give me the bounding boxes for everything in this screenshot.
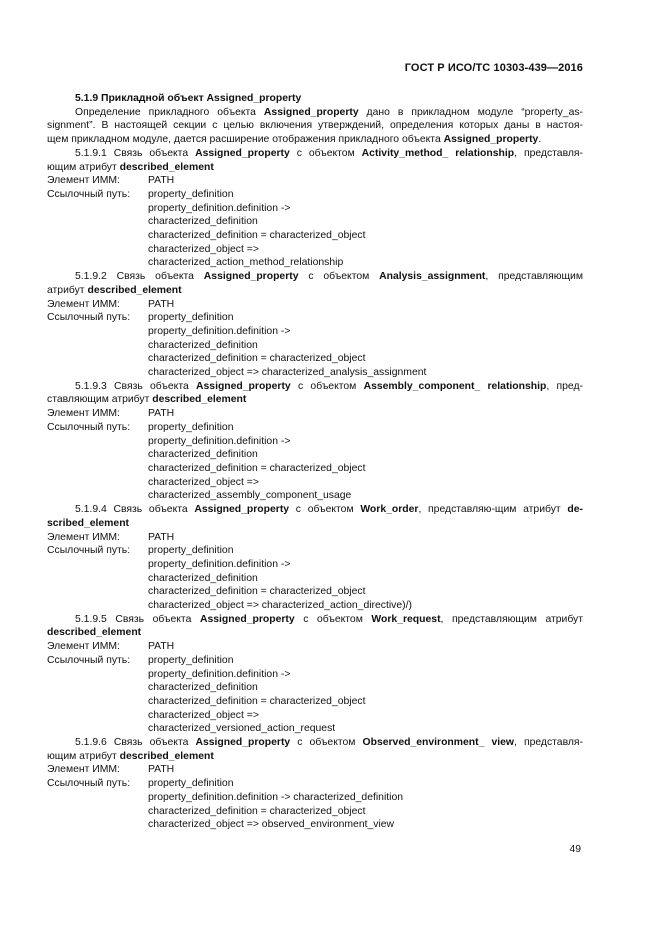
subsection-title-line xyxy=(47,380,583,394)
reference-path-line: characterized_versioned_action_request xyxy=(148,723,336,735)
bold-term: Observed_environment_ view xyxy=(362,737,514,749)
text-run: дано в прикладном модуле “property_as- xyxy=(358,106,583,118)
bold-term: scribed_element xyxy=(47,517,130,529)
bold-term: Assigned_property xyxy=(195,147,290,159)
bold-term: Assigned_property xyxy=(196,380,291,392)
imm-element-row xyxy=(47,407,583,421)
reference-path-line: characterized_object => observed_environment_view xyxy=(148,819,395,831)
text-run: с объектом xyxy=(290,380,364,392)
subsection-title-line xyxy=(47,284,583,298)
reference-path-row-value: property_definition xyxy=(148,778,234,790)
reference-path-line: characterized_definition = characterized_object xyxy=(148,695,366,707)
imm-element-row-label: Элемент ИММ: xyxy=(47,641,120,653)
subsection-title-line xyxy=(47,517,583,531)
imm-element-row-value: PATH xyxy=(148,408,175,420)
intro-line xyxy=(47,119,583,133)
subsection-title-line xyxy=(47,613,583,627)
text-run: , представля- xyxy=(514,147,584,159)
imm-element-row xyxy=(47,298,583,312)
reference-path-line: characterized_definition = characterized_object xyxy=(148,805,366,817)
imm-element-row-label: Элемент ИММ: xyxy=(47,175,120,187)
reference-path-row xyxy=(47,654,583,668)
reference-path-row-value: property_definition xyxy=(148,545,234,557)
text-run: с объектом xyxy=(290,737,363,749)
reference-path-row-value: property_definition xyxy=(148,188,234,200)
reference-path-row-label: Ссылочный путь: xyxy=(47,654,131,666)
text-run: ставляющим атрибут xyxy=(47,394,153,406)
subsection-2 xyxy=(47,270,583,380)
reference-path-line: characterized_definition = characterized_object xyxy=(148,586,366,598)
document-header: ГОСТ Р ИСО/ТС 10303-439—2016 xyxy=(404,62,583,74)
reference-path-line: characterized_definition xyxy=(148,572,258,584)
imm-element-row-label: Элемент ИММ: xyxy=(47,298,120,310)
reference-path-line: characterized_assembly_component_usage xyxy=(148,490,352,502)
subsection-title-line xyxy=(47,270,583,284)
imm-element-row-label: Элемент ИММ: xyxy=(47,531,120,543)
subsection-3 xyxy=(47,380,583,503)
reference-path-line: characterized_definition = characterized_object xyxy=(148,230,366,242)
bold-term: de- xyxy=(567,504,583,516)
reference-path-line: characterized_definition xyxy=(148,339,258,351)
reference-path-line: property_definition.definition -> characterized_definition xyxy=(148,791,404,803)
text-run: 5.1.9.1 Связь объекта xyxy=(75,147,196,159)
reference-path-line: property_definition.definition -> xyxy=(148,558,291,570)
reference-path-line: property_definition.definition -> xyxy=(148,325,291,337)
reference-path-row xyxy=(47,188,583,202)
text-run: ющим атрибут xyxy=(47,161,120,173)
bold-term: Assigned_property xyxy=(443,134,539,146)
bold-term: Activity_method_ relationship xyxy=(361,147,515,159)
subsection-title-line xyxy=(47,503,583,517)
bold-term: described_element xyxy=(47,627,142,639)
bold-term: described_element xyxy=(119,750,214,762)
bold-term: Assembly_component_ relationship xyxy=(363,380,547,392)
subsection-5 xyxy=(47,613,583,736)
subsection-title-line xyxy=(47,736,583,750)
bold-term: Assigned_property xyxy=(199,613,295,625)
reference-path-row-label: Ссылочный путь: xyxy=(47,545,131,557)
subsection-6 xyxy=(47,736,583,832)
imm-element-row-value: PATH xyxy=(148,175,175,187)
reference-path-line: characterized_definition xyxy=(148,682,258,694)
bold-term: described_element xyxy=(119,161,214,173)
bold-term: described_element xyxy=(152,394,247,406)
reference-path-row xyxy=(47,311,583,325)
reference-path-row-label: Ссылочный путь: xyxy=(47,312,131,324)
subsection-title-line xyxy=(47,626,583,640)
reference-path-row-label: Ссылочный путь: xyxy=(47,421,131,433)
section-intro xyxy=(47,106,583,147)
reference-path-line: characterized_definition xyxy=(148,449,258,461)
subsection-title-line xyxy=(47,161,583,175)
imm-element-row-value: PATH xyxy=(148,531,175,543)
text-run: . xyxy=(538,134,542,146)
reference-path-line: property_definition.definition -> xyxy=(148,202,291,214)
text-run: щем прикладном модуле, дается расширение отображения прикладного объекта xyxy=(47,134,444,146)
text-run: , представляющим атрибут xyxy=(440,613,584,625)
reference-path-row xyxy=(47,421,583,435)
reference-path-row-value: property_definition xyxy=(148,421,234,433)
intro-line xyxy=(47,106,583,120)
bold-term: Analysis_assignment xyxy=(379,271,486,283)
imm-element-row-value: PATH xyxy=(148,298,175,310)
bold-term: Work_order xyxy=(360,504,419,516)
subsection-title-line xyxy=(47,147,583,161)
bold-term: Assigned_property xyxy=(203,271,299,283)
subsection-1 xyxy=(47,147,583,270)
reference-path-row-label: Ссылочный путь: xyxy=(47,778,131,790)
bold-term: Assigned_property xyxy=(195,737,291,749)
subsection-title-line xyxy=(47,750,583,764)
imm-element-row-value: PATH xyxy=(148,641,175,653)
reference-path-line: characterized_definition = characterized_object xyxy=(148,353,366,365)
text-run: 5.1.9.2 Связь объекта xyxy=(75,271,204,283)
imm-element-row-label: Элемент ИММ: xyxy=(47,408,120,420)
text-run: с объектом xyxy=(289,504,361,516)
imm-element-row xyxy=(47,531,583,545)
section-heading: 5.1.9 Прикладной объект Assigned_property xyxy=(75,93,302,104)
reference-path-row xyxy=(47,544,583,558)
bold-term: Work_request xyxy=(371,613,441,625)
text-run: с объектом xyxy=(289,147,362,159)
text-run: 5.1.9.6 Связь объекта xyxy=(75,737,196,749)
reference-path-line: characterized_object => xyxy=(148,243,259,255)
text-run: с объектом xyxy=(298,271,380,283)
text-run: атрибут xyxy=(47,284,88,296)
text-run: с объектом xyxy=(294,613,372,625)
text-run: , пред- xyxy=(546,380,583,392)
text-run: , представля- xyxy=(513,737,584,749)
text-run: 5.1.9.3 Связь объекта xyxy=(75,380,197,392)
reference-path-row-label: Ссылочный путь: xyxy=(47,188,131,200)
text-run: 5.1.9.4 Связь объекта xyxy=(75,504,195,516)
subsection-4 xyxy=(47,503,583,613)
reference-path-row-value: property_definition xyxy=(148,654,234,666)
text-run: ющим атрибут xyxy=(47,750,120,762)
reference-path-row-value: property_definition xyxy=(148,312,234,324)
reference-path-line: property_definition.definition -> xyxy=(148,435,291,447)
text-run: , представляющим xyxy=(485,271,584,283)
page-number: 49 xyxy=(569,844,581,855)
reference-path-line: characterized_action_method_relationship xyxy=(148,257,344,269)
reference-path-line: characterized_object => characterized_action_directive)/) xyxy=(148,600,412,612)
intro-line xyxy=(47,133,583,147)
reference-path-line: characterized_object => xyxy=(148,709,259,721)
imm-element-row xyxy=(47,640,583,654)
reference-path-row xyxy=(47,777,583,791)
reference-path-line: property_definition.definition -> xyxy=(148,668,291,680)
reference-path-line: characterized_object => characterized_analysis_assignment xyxy=(148,367,427,379)
reference-path-line: characterized_object => xyxy=(148,476,259,488)
subsection-title-line xyxy=(47,393,583,407)
text-run: Определение прикладного объекта xyxy=(75,106,264,118)
imm-element-row-label: Элемент ИММ: xyxy=(47,764,120,776)
document-body xyxy=(47,92,583,832)
subsections xyxy=(47,147,583,832)
bold-term: described_element xyxy=(87,284,182,296)
bold-term: Assigned_property xyxy=(194,504,290,516)
imm-element-row-value: PATH xyxy=(148,764,175,776)
reference-path-line: characterized_definition = characterized_object xyxy=(148,462,366,474)
bold-term: Assigned_property xyxy=(263,106,359,118)
text-run: , представляю-щим атрибут xyxy=(418,504,568,516)
text-run: 5.1.9.5 Связь объекта xyxy=(75,613,200,625)
imm-element-row xyxy=(47,174,583,188)
imm-element-row xyxy=(47,763,583,777)
reference-path-line: characterized_definition xyxy=(148,216,258,228)
text-run: signment”. В настоящей секции с целью включения утверждений, определения которых даны в настоя- xyxy=(47,120,583,132)
